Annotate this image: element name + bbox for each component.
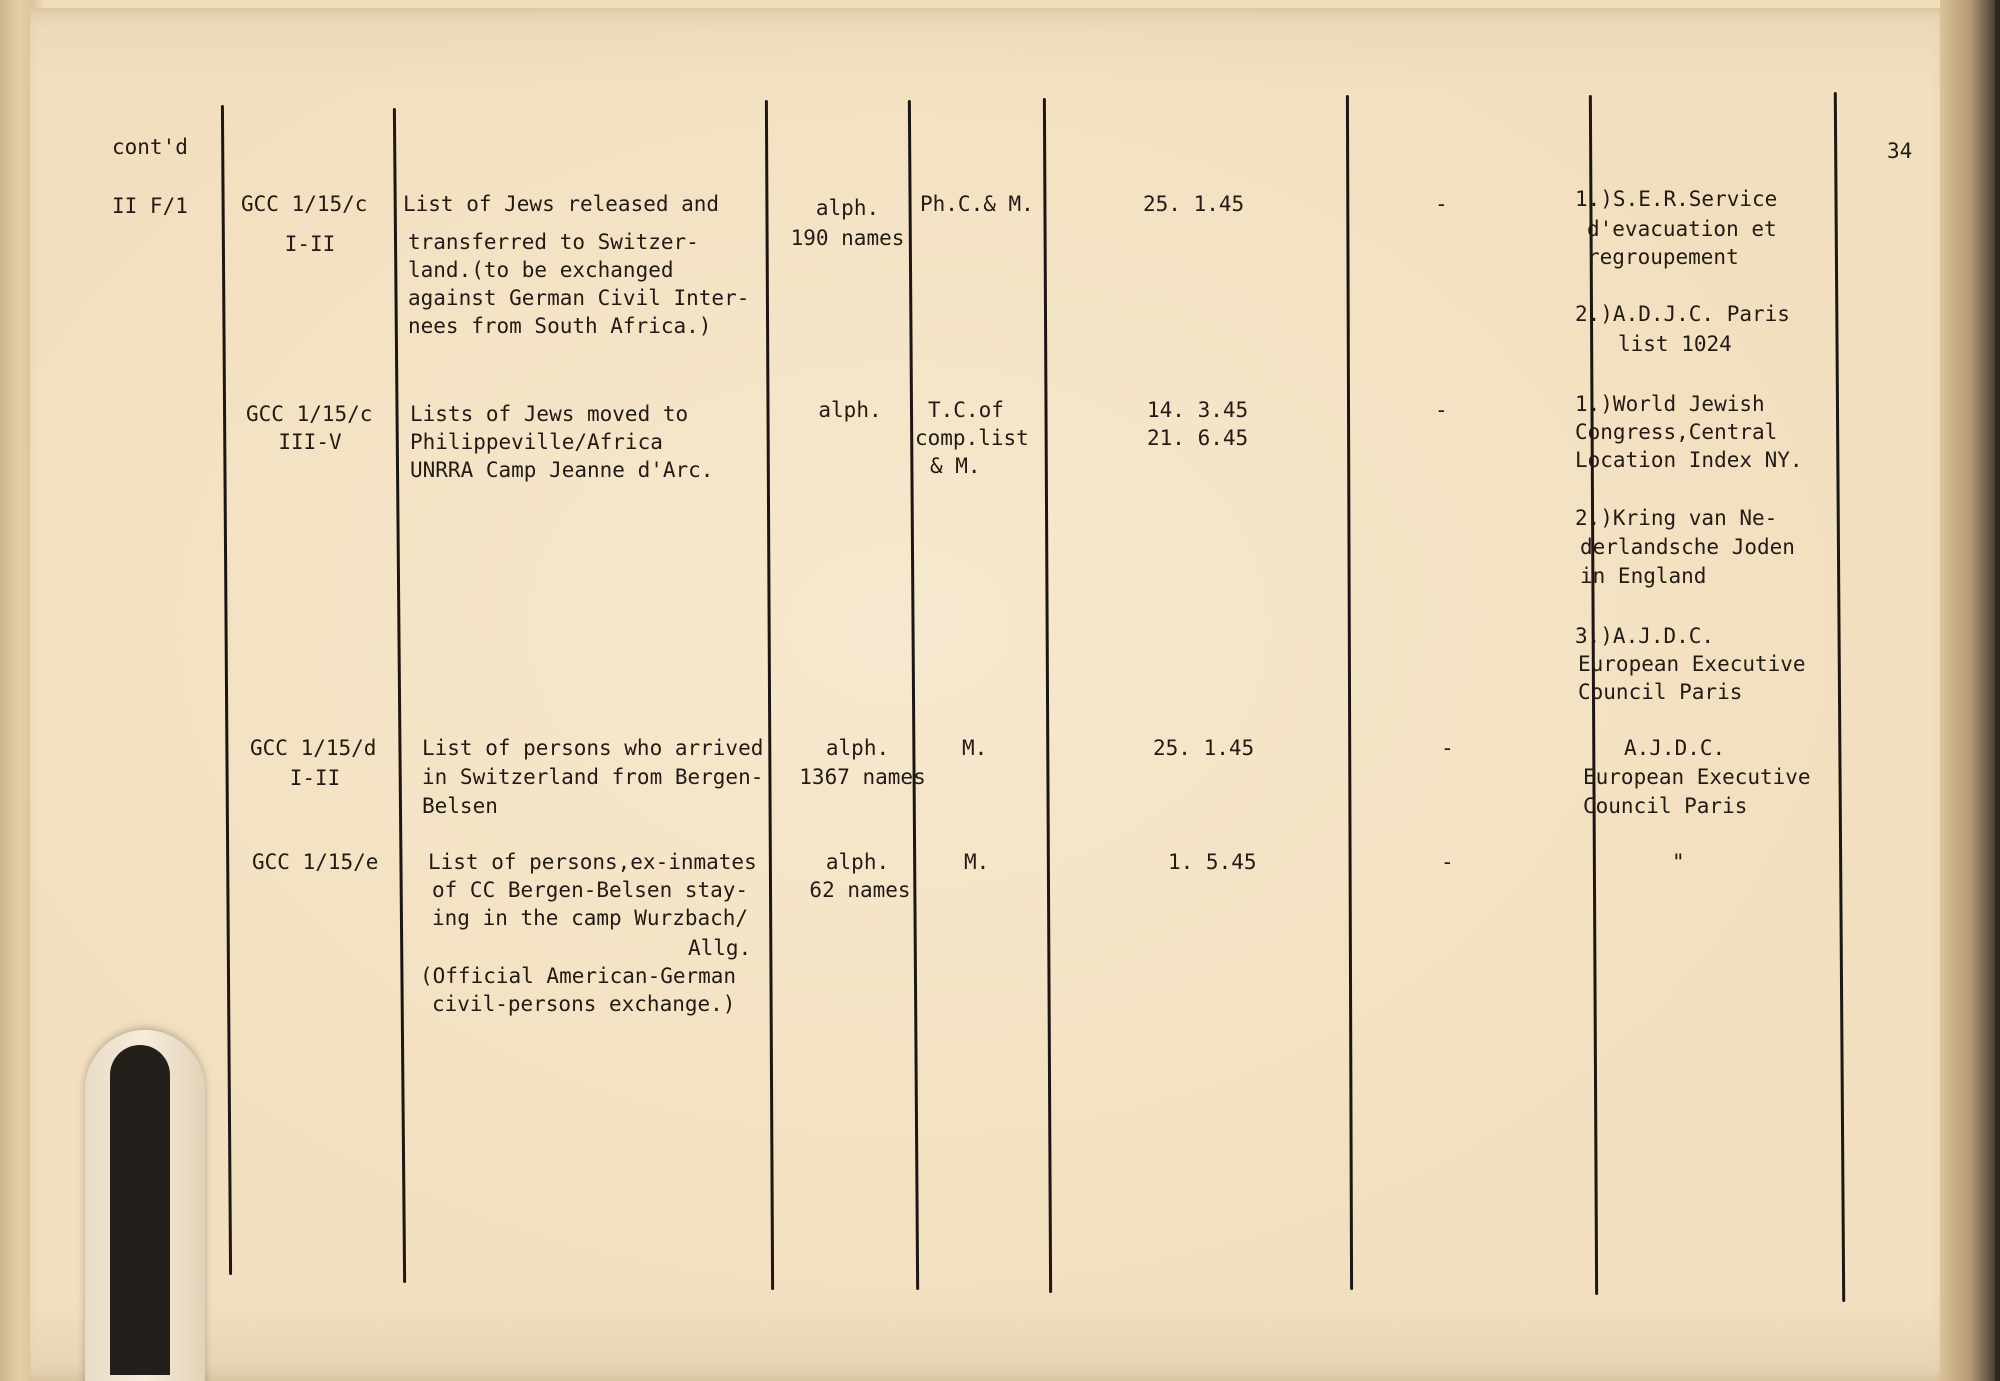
source-line: 3.)A.J.D.C. (1575, 624, 1715, 648)
section-code: II F/1 (112, 194, 188, 218)
description-line: civil-persons exchange.) (432, 992, 736, 1016)
arrangement: 190 names (790, 226, 905, 250)
description-line: transferred to Switzer- (408, 230, 699, 254)
remark: - (1435, 398, 1448, 422)
form: M. (962, 736, 988, 760)
page-number: 34 (1887, 139, 1913, 163)
description-line: land.(to be exchanged (408, 258, 674, 282)
source-line: 1.)World Jewish (1575, 392, 1765, 416)
source-line: Council Paris (1583, 794, 1748, 818)
date: 21. 6.45 (1147, 426, 1249, 450)
source-line: Location Index NY. (1575, 448, 1803, 472)
description-line: List of persons who arrived (422, 736, 764, 760)
arrangement: alph. (815, 196, 880, 220)
ref-subcode: I-II (289, 766, 341, 790)
ref-code: GCC 1/15/c (246, 402, 373, 426)
form: & M. (930, 454, 981, 478)
remark: - (1441, 850, 1454, 874)
description-line: (Official American-German (420, 964, 737, 988)
ref-code: GCC 1/15/c (241, 192, 368, 216)
index-tab-slot (110, 1045, 170, 1375)
date: 1. 5.45 (1168, 850, 1257, 874)
description-line: List of persons,ex-inmates (428, 850, 757, 874)
description-line: Lists of Jews moved to (410, 402, 689, 426)
remark: - (1441, 736, 1454, 760)
arrangement: 1367 names (799, 765, 926, 789)
arrangement: alph. (825, 736, 890, 760)
contd-label: cont'd (112, 135, 188, 159)
arrangement: alph. (825, 850, 890, 874)
form: T.C.of (928, 398, 1004, 422)
source-line: European Executive (1583, 765, 1811, 789)
form: Ph.C.& M. (920, 192, 1034, 216)
source-line: list 1024 (1618, 332, 1732, 356)
description-line: UNRRA Camp Jeanne d'Arc. (410, 458, 714, 482)
arrangement: 62 names (809, 878, 911, 902)
form: M. (964, 850, 990, 874)
source-line: d'evacuation et (1587, 217, 1777, 241)
description-line: of CC Bergen-Belsen stay- (432, 878, 749, 902)
description-line: ing in the camp Wurzbach/ (432, 906, 749, 930)
description-line: nees from South Africa.) (408, 314, 712, 338)
ref-subcode: III-V (278, 430, 342, 454)
description-line: List of Jews released and (403, 192, 720, 216)
source-line: in England (1580, 564, 1707, 588)
source-line: regroupement (1587, 245, 1739, 269)
arrangement: alph. (818, 398, 882, 422)
ref-code: GCC 1/15/d (250, 736, 377, 760)
ref-subcode: I-II (284, 232, 336, 256)
source-line: European Executive (1578, 652, 1806, 676)
source-line: 2.)Kring van Ne- (1575, 506, 1778, 530)
binding-edge (1940, 0, 1995, 1381)
description-line: against German Civil Inter- (408, 286, 750, 310)
source-line: derlandsche Joden (1580, 535, 1795, 559)
description-line: Allg. (688, 936, 752, 960)
source-line: A.J.D.C. (1624, 736, 1726, 760)
source-line: " (1672, 850, 1685, 874)
source-line: 1.)S.E.R.Service (1575, 187, 1778, 211)
date: 14. 3.45 (1147, 398, 1249, 422)
source-line: Council Paris (1578, 680, 1743, 704)
description-line: in Switzerland from Bergen- (422, 765, 764, 789)
source-line: Congress,Central (1575, 420, 1778, 444)
description-line: Philippeville/Africa (410, 430, 663, 454)
source-line: 2.)A.D.J.C. Paris (1575, 302, 1790, 326)
remark: - (1435, 192, 1448, 216)
form: comp.list (915, 426, 1029, 450)
description-line: Belsen (422, 794, 498, 818)
ref-code: GCC 1/15/e (252, 850, 379, 874)
date: 25. 1.45 (1143, 192, 1245, 216)
date: 25. 1.45 (1153, 736, 1255, 760)
